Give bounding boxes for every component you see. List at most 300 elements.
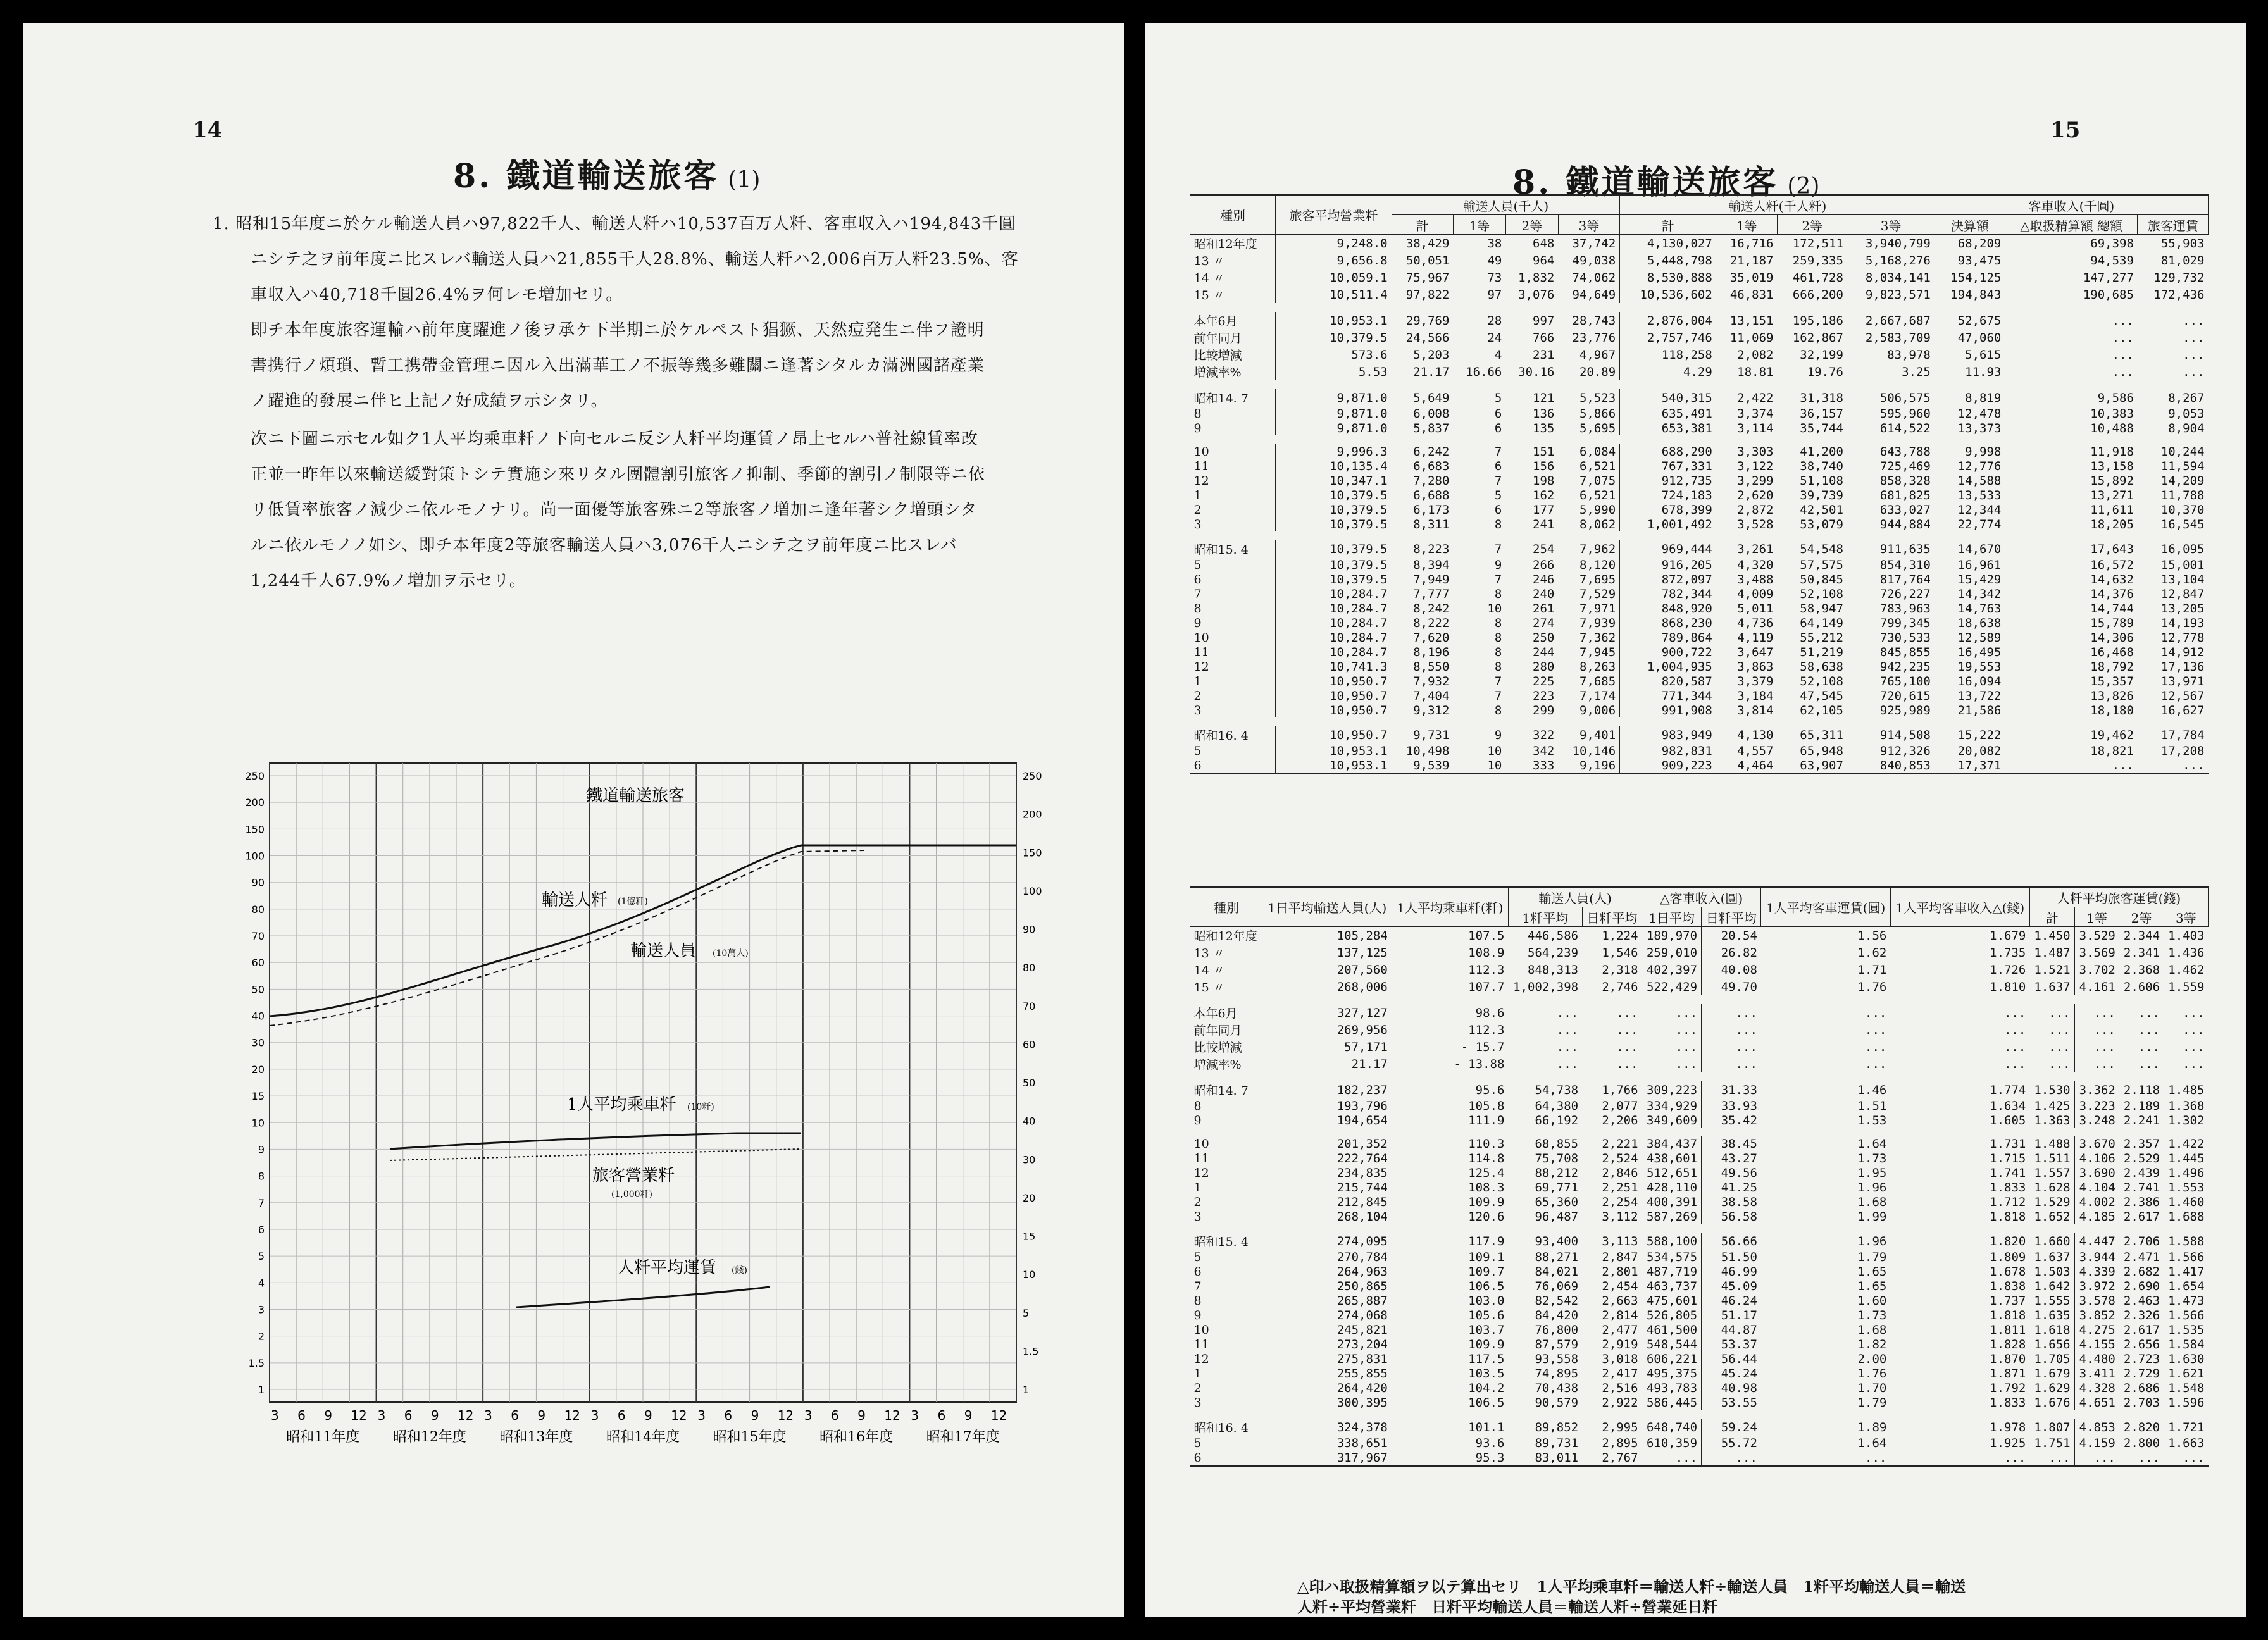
table-cell: 493,783 — [1646, 1381, 1698, 1395]
table-cell: 6,521 — [1579, 459, 1616, 473]
table-cell: 182,237 — [1262, 1081, 1392, 1098]
table-cell: 93,400 — [1535, 1234, 1579, 1248]
table-cell: 215,744 — [1262, 1180, 1392, 1195]
table-cell: 12 — [1193, 1165, 1209, 1180]
table-cell: 増減率% — [1193, 1058, 1242, 1072]
table-cell: 1.726 — [1990, 962, 2026, 977]
table-cell: ... — [1556, 1040, 1579, 1054]
table-row — [1190, 1322, 2209, 1337]
row-spacer — [1190, 718, 2209, 726]
table-cell: 1.76 — [1857, 979, 1887, 994]
table-cell: 69,771 — [1535, 1180, 1579, 1195]
table-cell: 97,822 — [1392, 286, 1453, 303]
table-cell: 7,529 — [1579, 587, 1616, 601]
table-cell: 725,469 — [1879, 459, 1931, 473]
table-cell: 194,654 — [1262, 1113, 1392, 1128]
table-cell: 1.60 — [1857, 1293, 1887, 1308]
table-cell: 14,588 — [1935, 473, 2005, 488]
table-cell: 101.1 — [1392, 1419, 1508, 1436]
table-cell: 109.9 — [1392, 1195, 1508, 1209]
table-cell: 3,379 — [1737, 674, 1774, 688]
table-cell: ... — [2183, 330, 2205, 345]
table-row — [1190, 502, 2209, 517]
table-cell: 7 — [1193, 1279, 1202, 1293]
title-sub: (1) — [728, 167, 761, 193]
table-cell: 1.95 — [1857, 1165, 1887, 1180]
table-cell: 2 — [1193, 1195, 1202, 1209]
table-cell: 14,342 — [1935, 587, 2005, 601]
table-cell: 81,029 — [2160, 253, 2205, 268]
table-row — [1190, 1136, 2209, 1151]
table-cell: 2 — [1193, 502, 1202, 517]
table-cell: 8 — [1494, 517, 1502, 531]
table-cell: 1.96 — [1857, 1234, 1887, 1248]
table-cell: 3.578 — [2074, 1293, 2119, 1308]
footnote-2: 人粁÷平均營業粁 日粁平均輸送人員＝輸送人粁÷營業延日粁 — [1297, 1598, 1718, 1616]
x-tick-label: 3 — [911, 1408, 919, 1423]
table-row — [1190, 444, 2209, 459]
x-tick-label: 12 — [671, 1408, 687, 1423]
table-cell: 244 — [1533, 645, 1555, 659]
col-subheader: 3等 — [1847, 215, 1935, 235]
table-cell: ... — [2112, 364, 2134, 379]
table-cell: 512,651 — [1646, 1165, 1698, 1180]
table-row — [1190, 363, 2209, 380]
table-cell: 1.596 — [2168, 1395, 2205, 1410]
table-cell: 10,511.4 — [1276, 286, 1392, 303]
table-cell: 121 — [1533, 390, 1555, 405]
row-spacer — [1190, 435, 2209, 444]
table-cell: ... — [2074, 1021, 2119, 1038]
y-tick-label-left: 15 — [251, 1090, 265, 1103]
table-cell: 1.548 — [2168, 1381, 2205, 1395]
table-cell: 23,776 — [1572, 330, 1616, 345]
table-cell: 10,953.1 — [1276, 312, 1392, 329]
y-tick-label-right: 90 — [1023, 923, 1036, 936]
table-cell: 274 — [1533, 616, 1555, 630]
table-cell: 8,242 — [1392, 601, 1453, 616]
table-cell: 2.703 — [2123, 1395, 2160, 1410]
table-cell: 250,865 — [1262, 1279, 1392, 1293]
table-cell: 3 — [1193, 1395, 1202, 1410]
table-cell: 9,731 — [1392, 726, 1453, 743]
table-cell: 8 — [1494, 616, 1502, 630]
table-cell: 10,950.7 — [1276, 674, 1392, 688]
passenger-table-2 — [1190, 886, 2209, 1467]
table-cell: 14,632 — [2090, 572, 2134, 587]
table-cell: 1.705 — [2034, 1351, 2071, 1366]
table-cell: 848,920 — [1620, 601, 1716, 616]
table-row — [1190, 459, 2209, 473]
table-cell: 1.403 — [2168, 928, 2205, 943]
table-cell: 1.436 — [2168, 945, 2205, 960]
table-cell: 47,060 — [1935, 329, 2005, 346]
table-cell: 3,303 — [1737, 444, 1774, 459]
table-cell: 246 — [1533, 572, 1555, 587]
table-cell: 15,222 — [1935, 726, 2005, 743]
y-tick-label-left: 9 — [258, 1143, 265, 1156]
table-cell: 201,352 — [1262, 1136, 1392, 1151]
table-cell: 1.65 — [1857, 1279, 1887, 1293]
table-row — [1190, 1450, 2209, 1466]
table-row — [1190, 674, 2209, 688]
table-cell: ... — [2138, 1450, 2160, 1465]
y-tick-label-left: 250 — [245, 770, 265, 782]
table-cell: 51.50 — [1702, 1250, 1761, 1264]
table-cell: 2.471 — [2123, 1250, 2160, 1264]
table-cell: 4 — [1494, 347, 1502, 362]
table-cell: 12,567 — [2160, 688, 2205, 703]
table-cell: 49.56 — [1702, 1165, 1761, 1180]
table-cell: 548,544 — [1646, 1337, 1698, 1351]
table-cell: 3,863 — [1737, 659, 1774, 674]
table-cell: 74,062 — [1572, 270, 1616, 285]
table-cell: 2.729 — [2123, 1366, 2160, 1381]
table-cell: 33.93 — [1702, 1098, 1761, 1113]
table-cell: 8,034,141 — [1865, 270, 1931, 285]
table-cell: 56.44 — [1702, 1351, 1761, 1366]
table-cell: 3,488 — [1737, 572, 1774, 587]
table-cell: 45.09 — [1702, 1279, 1761, 1293]
table-cell: 3,113 — [1602, 1234, 1638, 1248]
x-tick-label: 12 — [564, 1408, 581, 1423]
table-cell: 610,359 — [1646, 1436, 1698, 1450]
table-row — [1190, 758, 2209, 774]
page-number: 14 — [192, 118, 223, 143]
table-cell: 2,477 — [1602, 1322, 1638, 1337]
table-cell: 10,379.5 — [1276, 517, 1392, 531]
table-cell: 1.535 — [2168, 1322, 2205, 1337]
table-row — [1190, 743, 2209, 758]
table-row — [1190, 421, 2209, 435]
table-cell: 9,539 — [1392, 758, 1453, 774]
table-cell: 52,108 — [1800, 674, 1843, 688]
table-row — [1190, 1308, 2209, 1322]
table-cell: 724,183 — [1620, 488, 1716, 502]
table-cell: 95.6 — [1392, 1081, 1508, 1098]
table-cell: 4.104 — [2074, 1180, 2119, 1195]
table-cell: 3 — [1193, 1209, 1202, 1224]
table-row — [1190, 1366, 2209, 1381]
table-row — [1190, 1337, 2209, 1351]
table-row — [1190, 572, 2209, 587]
table-cell: 1.485 — [2168, 1083, 2205, 1097]
table-cell: 8,062 — [1579, 517, 1616, 531]
table-cell: 1,002,398 — [1513, 979, 1579, 994]
table-cell: 900,722 — [1620, 645, 1716, 659]
x-tick-label: 6 — [831, 1408, 839, 1423]
table-cell: 8,550 — [1392, 659, 1453, 674]
table-cell: 265,887 — [1262, 1293, 1392, 1308]
table-cell: 9,196 — [1579, 758, 1616, 773]
label-eigyo-unit: (1,000粁) — [611, 1190, 653, 1200]
table-cell: 103.7 — [1392, 1322, 1508, 1337]
table-cell: 783,963 — [1879, 601, 1931, 616]
table-cell: 5 — [1193, 1436, 1202, 1450]
table-cell: 57,171 — [1262, 1038, 1392, 1055]
table-cell: 増減率% — [1193, 366, 1242, 380]
table-cell: 1.460 — [2168, 1195, 2205, 1209]
table-cell: ... — [2074, 1055, 2119, 1072]
table-cell: 9,871.0 — [1276, 406, 1392, 421]
table-cell: 3,299 — [1737, 473, 1774, 488]
table-cell: 845,855 — [1879, 645, 1931, 659]
table-cell: 10,370 — [2160, 502, 2205, 517]
table-cell: 1.462 — [2168, 962, 2205, 977]
table-cell: 10,488 — [2090, 421, 2134, 435]
table-cell: 912,326 — [1879, 743, 1931, 758]
table-cell: 2,846 — [1602, 1165, 1638, 1180]
table-cell: 9 — [1193, 616, 1202, 630]
table-cell: 8,223 — [1392, 540, 1453, 557]
table-cell: 6 — [1193, 1264, 1202, 1279]
table-cell: 106.5 — [1392, 1279, 1508, 1293]
row-spacer — [1190, 380, 2209, 389]
table-cell: 15,892 — [2090, 473, 2134, 488]
table-cell: 172,436 — [2153, 287, 2205, 302]
table-cell: 14,376 — [2090, 587, 2134, 601]
table-cell: 222,764 — [1262, 1151, 1392, 1165]
table-row — [1190, 978, 2209, 995]
row-spacer — [1190, 303, 2209, 312]
table-cell: 17,784 — [2160, 728, 2205, 742]
table-cell: 8,263 — [1579, 659, 1616, 674]
table-cell: 14,209 — [2160, 473, 2205, 488]
table-cell: 1.656 — [2034, 1337, 2071, 1351]
table-cell: 6 — [1193, 572, 1202, 587]
col-subheader: 旅客運賃 — [2138, 215, 2209, 235]
table-cell: 5,990 — [1579, 502, 1616, 517]
table-cell: 5,866 — [1579, 406, 1616, 421]
table-cell: 2.686 — [2123, 1381, 2160, 1395]
table-cell: 8 — [1494, 645, 1502, 659]
label-unchin-unit: (錢) — [732, 1265, 747, 1276]
table-cell: 10,950.7 — [1276, 726, 1392, 743]
table-cell: ... — [2074, 1004, 2119, 1021]
table-cell: 129,732 — [2153, 270, 2205, 285]
table-cell: 54,738 — [1535, 1083, 1579, 1097]
table-cell: 55.72 — [1702, 1436, 1761, 1450]
table-cell: 6,173 — [1392, 502, 1453, 517]
x-group-label: 昭和14年度 — [606, 1429, 680, 1445]
table-cell: 840,853 — [1879, 758, 1931, 773]
table-cell: 909,223 — [1620, 758, 1716, 774]
table-cell: 2,251 — [1602, 1180, 1638, 1195]
table-row — [1190, 1038, 2209, 1055]
col-subheader: 日粁平均 — [1582, 907, 1642, 927]
table-cell: 10,950.7 — [1276, 703, 1392, 718]
table-cell: 1.450 — [2034, 928, 2071, 943]
table-cell: ... — [2183, 1040, 2205, 1054]
table-cell: 1.809 — [1990, 1250, 2026, 1264]
table-cell: 5 — [1193, 1250, 1202, 1264]
table-cell: 30.16 — [1518, 364, 1555, 379]
table-cell: 12 — [1193, 1351, 1209, 1366]
table-cell: ... — [1702, 1038, 1761, 1055]
y-tick-label-right: 50 — [1023, 1077, 1036, 1089]
table-cell: 5,168,276 — [1865, 253, 1931, 268]
table-cell: 4.275 — [2074, 1322, 2119, 1337]
y-tick-label-right: 20 — [1023, 1191, 1036, 1204]
table-cell: 10,146 — [1572, 743, 1616, 758]
table-cell: 1.737 — [1990, 1293, 2026, 1308]
col-header: 1人平均乘車粁(粁) — [1392, 887, 1508, 927]
row-spacer — [1190, 1410, 2209, 1419]
table-cell: 比較増減 — [1193, 1041, 1242, 1055]
table-cell: 7,695 — [1579, 572, 1616, 587]
table-cell: ... — [2112, 313, 2134, 328]
table-cell: 3.852 — [2074, 1308, 2119, 1322]
table-cell: 817,764 — [1879, 572, 1931, 587]
table-cell: ... — [1616, 1022, 1638, 1037]
table-row — [1190, 630, 2209, 645]
table-cell: 234,835 — [1262, 1165, 1392, 1180]
table-row — [1190, 346, 2209, 363]
table-row — [1190, 1004, 2209, 1021]
table-cell: 昭和14. 7 — [1193, 1084, 1249, 1098]
table-cell: 64,380 — [1535, 1098, 1579, 1113]
table-cell: 65,948 — [1800, 743, 1843, 758]
table-cell: ... — [1616, 1057, 1638, 1071]
table-cell: 21,586 — [1935, 703, 2005, 718]
table-cell: 969,444 — [1620, 540, 1716, 557]
table-cell: 50,051 — [1392, 252, 1453, 269]
table-cell: 16,095 — [2160, 542, 2205, 556]
table-cell: 2,767 — [1602, 1450, 1638, 1465]
table-cell: 111.9 — [1392, 1113, 1508, 1128]
table-cell: 8,120 — [1579, 557, 1616, 572]
table-cell: 7,280 — [1392, 473, 1453, 488]
table-cell: 前年同月 — [1193, 1024, 1242, 1038]
table-cell: 1.676 — [2034, 1395, 2071, 1410]
table-cell: 1.71 — [1857, 962, 1887, 977]
table-cell: 125.4 — [1392, 1165, 1508, 1180]
table-cell: 7,075 — [1579, 473, 1616, 488]
table-cell: 20.89 — [1579, 364, 1616, 379]
table-cell: 108.3 — [1392, 1180, 1508, 1195]
table-cell: 2,254 — [1602, 1195, 1638, 1209]
table-cell: 18,180 — [2090, 703, 2134, 718]
row-spacer — [1190, 1072, 2209, 1081]
x-group-label: 昭和17年度 — [926, 1429, 1000, 1445]
label-heikin-josha: 1人平均乘車粁 — [567, 1095, 676, 1114]
table-cell: 1.73 — [1857, 1151, 1887, 1165]
table-cell: 2,516 — [1602, 1381, 1638, 1395]
table-cell: 573.6 — [1276, 346, 1392, 363]
y-tick-label-left: 1.5 — [248, 1357, 265, 1369]
table-cell: 62,105 — [1800, 703, 1843, 718]
table-cell: 1.731 — [1990, 1136, 2026, 1151]
left-page — [23, 23, 1124, 1617]
table-cell: 1.68 — [1857, 1322, 1887, 1337]
table-cell: 997 — [1533, 313, 1555, 328]
label-eigyo: 旅客營業粁 — [592, 1166, 675, 1185]
row-spacer — [1190, 531, 2209, 540]
table-cell: 1.473 — [2168, 1293, 2205, 1308]
table-cell: 633,027 — [1879, 502, 1931, 517]
table-cell: ... — [2048, 1450, 2071, 1465]
table-cell: 264,963 — [1262, 1264, 1392, 1279]
table-cell: ... — [2048, 1057, 2071, 1071]
table-cell: 1 — [1193, 674, 1202, 688]
table-cell: 118,258 — [1620, 346, 1716, 363]
table-cell: 18.81 — [1737, 364, 1774, 379]
table-cell: 10,135.4 — [1276, 459, 1392, 473]
table-cell: 93,475 — [1935, 252, 2005, 269]
table-cell: 317,967 — [1262, 1450, 1392, 1466]
x-tick-label: 3 — [484, 1408, 492, 1423]
table-cell: 1.76 — [1857, 1366, 1887, 1381]
y-tick-label-left: 60 — [251, 957, 265, 969]
table-cell: 11 — [1193, 1151, 1209, 1165]
table-cell: 10,536,602 — [1620, 286, 1716, 303]
table-cell: - 13.88 — [1392, 1055, 1508, 1072]
col-subheader: △取扱精算額 總額 — [2005, 215, 2138, 235]
x-tick-label: 6 — [511, 1408, 520, 1423]
y-tick-label-right: 5 — [1023, 1307, 1030, 1319]
table-cell: 868,230 — [1620, 616, 1716, 630]
table-cell: 2,995 — [1602, 1420, 1638, 1434]
col-subheader: 3等 — [1558, 215, 1619, 235]
table-cell: 1.553 — [2168, 1180, 2205, 1195]
table-cell: 1.417 — [2168, 1264, 2205, 1279]
table-cell: 1.566 — [2168, 1250, 2205, 1264]
table-cell: 83,978 — [1887, 347, 1931, 362]
table-cell: ... — [2183, 1005, 2205, 1020]
table-cell: 本年6月 — [1193, 1007, 1238, 1021]
table-cell: 2,583,709 — [1865, 330, 1931, 345]
table-cell: 10,379.5 — [1276, 572, 1392, 587]
table-cell: 4,557 — [1737, 743, 1774, 758]
table-cell: 46.99 — [1702, 1264, 1761, 1279]
table-cell: 19.76 — [1807, 364, 1843, 379]
table-cell: 本年6月 — [1193, 314, 1238, 328]
paragraph-line: 1. 昭和15年度ニ於ケル輸送人員ハ97,822千人、輸送人粁ハ10,537百万人粁、客車収入ハ194,843千圓 — [213, 214, 1016, 233]
table-cell: 51,219 — [1800, 645, 1843, 659]
table-cell: 240 — [1533, 587, 1555, 601]
table-cell: 18,821 — [2090, 743, 2134, 758]
table-cell: 223 — [1533, 688, 1555, 703]
y-tick-label-left: 70 — [251, 930, 265, 943]
table-cell: 112.3 — [1392, 961, 1508, 978]
table-cell: ... — [2183, 758, 2205, 773]
table-cell: 666,200 — [1792, 287, 1843, 302]
paragraph-line: 1,244千人67.9%ノ増加ヲ示セリ。 — [251, 571, 526, 590]
table-cell: 5,011 — [1737, 601, 1774, 616]
table-cell: 402,397 — [1646, 962, 1698, 977]
table-cell: 2,814 — [1602, 1308, 1638, 1322]
y-tick-label-right: 10 — [1023, 1269, 1036, 1281]
table-cell: 7,939 — [1579, 616, 1616, 630]
col-header: 1日平均輸送人員(人) — [1262, 887, 1392, 927]
table-cell: 76,800 — [1535, 1322, 1579, 1337]
table-cell: 259,010 — [1646, 945, 1698, 960]
table-cell: 688,290 — [1620, 444, 1716, 459]
table-cell: 9,586 — [2097, 390, 2134, 405]
table-cell: 1.46 — [1857, 1083, 1887, 1097]
table-cell: 1.792 — [1990, 1381, 2026, 1395]
table-cell: 10,379.5 — [1276, 540, 1392, 557]
table-cell: 1.503 — [2034, 1264, 2071, 1279]
table-cell: ... — [2048, 1005, 2071, 1020]
x-group-label: 昭和12年度 — [392, 1429, 466, 1445]
table-cell: 1.70 — [1857, 1381, 1887, 1395]
table-cell: 3 — [1193, 517, 1202, 531]
table-cell: 29,769 — [1392, 312, 1453, 329]
table-cell: 47,545 — [1800, 688, 1843, 703]
table-cell: 17,643 — [2090, 542, 2134, 556]
passenger-table-1 — [1190, 194, 2209, 774]
